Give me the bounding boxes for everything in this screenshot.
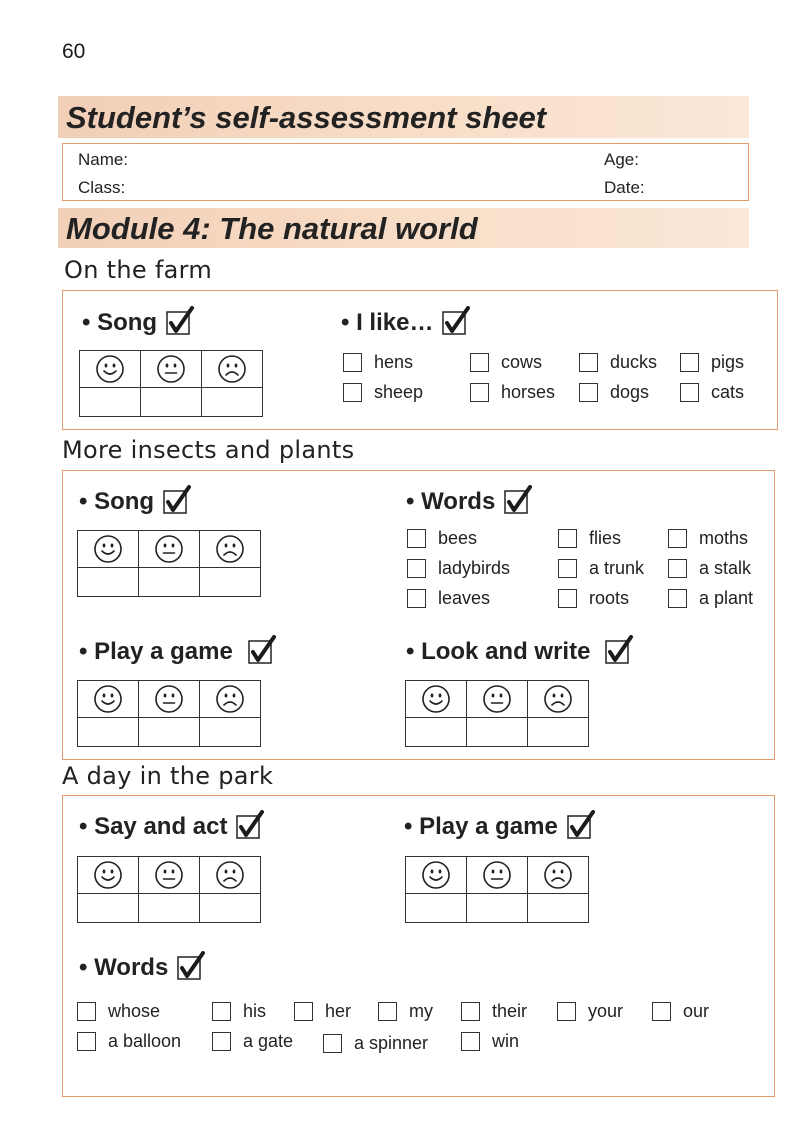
checkbox[interactable] <box>407 559 426 578</box>
section-title-park: A day in the park <box>62 762 274 790</box>
checkbox-option[interactable]: a stalk <box>668 558 751 579</box>
farm-song-rating <box>79 350 263 417</box>
sad-face-icon[interactable] <box>200 857 261 894</box>
checkbox-option[interactable]: leaves <box>407 588 490 609</box>
tick-box-icon <box>165 306 195 336</box>
checkbox-option[interactable]: her <box>294 1001 351 1022</box>
checkbox[interactable] <box>558 589 577 608</box>
insects-game-rating <box>77 680 261 747</box>
sad-face-icon[interactable] <box>528 857 589 894</box>
happy-face-icon[interactable] <box>80 351 141 388</box>
park-game-heading <box>404 812 596 842</box>
checkbox-option[interactable]: flies <box>558 528 621 549</box>
happy-face-icon[interactable] <box>406 857 467 894</box>
rating-cell[interactable] <box>80 388 141 417</box>
rating-cell[interactable] <box>78 894 139 923</box>
park-words-heading <box>79 953 206 983</box>
farm-song-heading <box>82 308 195 338</box>
park-words-label: • Words <box>79 954 169 981</box>
tick-box-icon <box>247 635 277 665</box>
happy-face-icon[interactable] <box>78 857 139 894</box>
class-label: Class: <box>78 178 126 197</box>
tick-box-icon <box>176 951 206 981</box>
tick-box-icon <box>566 810 596 840</box>
rating-cell[interactable] <box>139 894 200 923</box>
checkbox[interactable] <box>323 1034 342 1053</box>
checkbox[interactable] <box>558 559 577 578</box>
rating-cell[interactable] <box>528 718 589 747</box>
happy-face-icon[interactable] <box>406 681 467 718</box>
checkbox[interactable] <box>579 383 598 402</box>
checkbox[interactable] <box>668 559 687 578</box>
checkbox[interactable] <box>212 1002 231 1021</box>
checkbox[interactable] <box>77 1002 96 1021</box>
checkbox[interactable] <box>668 589 687 608</box>
checkbox-option[interactable]: a plant <box>668 588 753 609</box>
insects-look-rating <box>405 680 589 747</box>
neutral-face-icon[interactable] <box>139 857 200 894</box>
happy-face-icon[interactable] <box>78 531 139 568</box>
checkbox-option[interactable]: your <box>557 1001 623 1022</box>
sad-face-icon[interactable] <box>528 681 589 718</box>
insects-song-label: • Song <box>79 488 155 515</box>
insects-look-heading <box>406 637 634 667</box>
checkbox[interactable] <box>470 353 489 372</box>
date-label: Date: <box>604 178 645 197</box>
name-label: Name: <box>78 150 129 169</box>
sad-face-icon[interactable] <box>202 351 263 388</box>
tick-box-icon <box>441 306 471 336</box>
insects-song-rating <box>77 530 261 597</box>
rating-cell[interactable] <box>406 718 467 747</box>
checkbox[interactable] <box>77 1032 96 1051</box>
module-title: Module 4: The natural world <box>58 208 749 248</box>
checkbox[interactable] <box>680 353 699 372</box>
rating-cell[interactable] <box>528 894 589 923</box>
checkbox[interactable] <box>652 1002 671 1021</box>
rating-cell[interactable] <box>200 894 261 923</box>
page-number: 60 <box>62 40 86 63</box>
insects-song-heading <box>79 487 192 517</box>
park-say-heading <box>79 812 265 842</box>
section-title-insects: More insects and plants <box>62 436 355 464</box>
checkbox-option[interactable]: cows <box>470 352 542 373</box>
checkbox-option[interactable]: a trunk <box>558 558 644 579</box>
rating-cell[interactable] <box>467 718 528 747</box>
section-title-farm: On the farm <box>64 256 213 284</box>
happy-face-icon[interactable] <box>78 681 139 718</box>
checkbox-option[interactable]: dogs <box>579 382 649 403</box>
farm-like-label: • I like… <box>341 309 434 336</box>
rating-cell[interactable] <box>406 894 467 923</box>
age-label: Age: <box>604 150 639 169</box>
checkbox-option[interactable]: ladybirds <box>407 558 510 579</box>
checkbox[interactable] <box>680 383 699 402</box>
checkbox[interactable] <box>294 1002 313 1021</box>
checkbox-option[interactable]: a spinner <box>323 1033 428 1054</box>
sheet-title: Student’s self-assessment sheet <box>58 96 749 138</box>
checkbox-option[interactable]: ducks <box>579 352 657 373</box>
farm-like-heading <box>341 308 471 338</box>
checkbox-option[interactable]: roots <box>558 588 629 609</box>
neutral-face-icon[interactable] <box>467 681 528 718</box>
checkbox-option[interactable]: moths <box>668 528 748 549</box>
checkbox-option[interactable]: hens <box>343 352 413 373</box>
checkbox-option[interactable]: cats <box>680 382 744 403</box>
park-say-rating <box>77 856 261 923</box>
checkbox-option[interactable]: a balloon <box>77 1031 181 1052</box>
checkbox[interactable] <box>557 1002 576 1021</box>
checkbox[interactable] <box>668 529 687 548</box>
checkbox[interactable] <box>407 589 426 608</box>
checkbox-option[interactable]: my <box>378 1001 433 1022</box>
rating-cell[interactable] <box>78 568 139 597</box>
neutral-face-icon[interactable] <box>141 351 202 388</box>
rating-cell[interactable] <box>141 388 202 417</box>
sad-face-icon[interactable] <box>200 531 261 568</box>
checkbox-option[interactable]: sheep <box>343 382 423 403</box>
checkbox[interactable] <box>558 529 577 548</box>
tick-box-icon <box>503 485 533 515</box>
checkbox-option[interactable]: whose <box>77 1001 160 1022</box>
checkbox[interactable] <box>378 1002 397 1021</box>
checkbox-option[interactable]: pigs <box>680 352 744 373</box>
insects-words-label: • Words <box>406 488 496 515</box>
checkbox[interactable] <box>343 353 362 372</box>
checkbox-option[interactable]: his <box>212 1001 266 1022</box>
neutral-face-icon[interactable] <box>139 531 200 568</box>
rating-cell[interactable] <box>202 388 263 417</box>
tick-box-icon <box>162 485 192 515</box>
student-info-box <box>62 143 749 201</box>
checkbox[interactable] <box>407 529 426 548</box>
neutral-face-icon[interactable] <box>139 681 200 718</box>
checkbox[interactable] <box>579 353 598 372</box>
checkbox[interactable] <box>212 1032 231 1051</box>
checkbox-option[interactable]: their <box>461 1001 527 1022</box>
rating-cell[interactable] <box>200 568 261 597</box>
insects-words-heading <box>406 487 533 517</box>
checkbox[interactable] <box>461 1002 480 1021</box>
farm-song-label: • Song <box>82 309 158 336</box>
park-game-label: • Play a game <box>404 813 558 840</box>
rating-cell[interactable] <box>467 894 528 923</box>
checkbox-option[interactable]: bees <box>407 528 477 549</box>
rating-cell[interactable] <box>139 718 200 747</box>
checkbox[interactable] <box>343 383 362 402</box>
checkbox[interactable] <box>470 383 489 402</box>
park-say-label: • Say and act <box>79 813 228 840</box>
checkbox-option[interactable]: our <box>652 1001 709 1022</box>
park-game-rating <box>405 856 589 923</box>
checkbox-option[interactable]: a gate <box>212 1031 293 1052</box>
checkbox-option[interactable]: horses <box>470 382 555 403</box>
neutral-face-icon[interactable] <box>467 857 528 894</box>
tick-box-icon <box>235 810 265 840</box>
rating-cell[interactable] <box>78 718 139 747</box>
rating-cell[interactable] <box>200 718 261 747</box>
insects-look-label: • Look and write <box>406 638 591 665</box>
insects-game-heading <box>79 637 277 667</box>
tick-box-icon <box>604 635 634 665</box>
sad-face-icon[interactable] <box>200 681 261 718</box>
checkbox[interactable] <box>461 1032 480 1051</box>
insects-game-label: • Play a game <box>79 638 233 665</box>
rating-cell[interactable] <box>139 568 200 597</box>
checkbox-option[interactable]: win <box>461 1031 519 1052</box>
